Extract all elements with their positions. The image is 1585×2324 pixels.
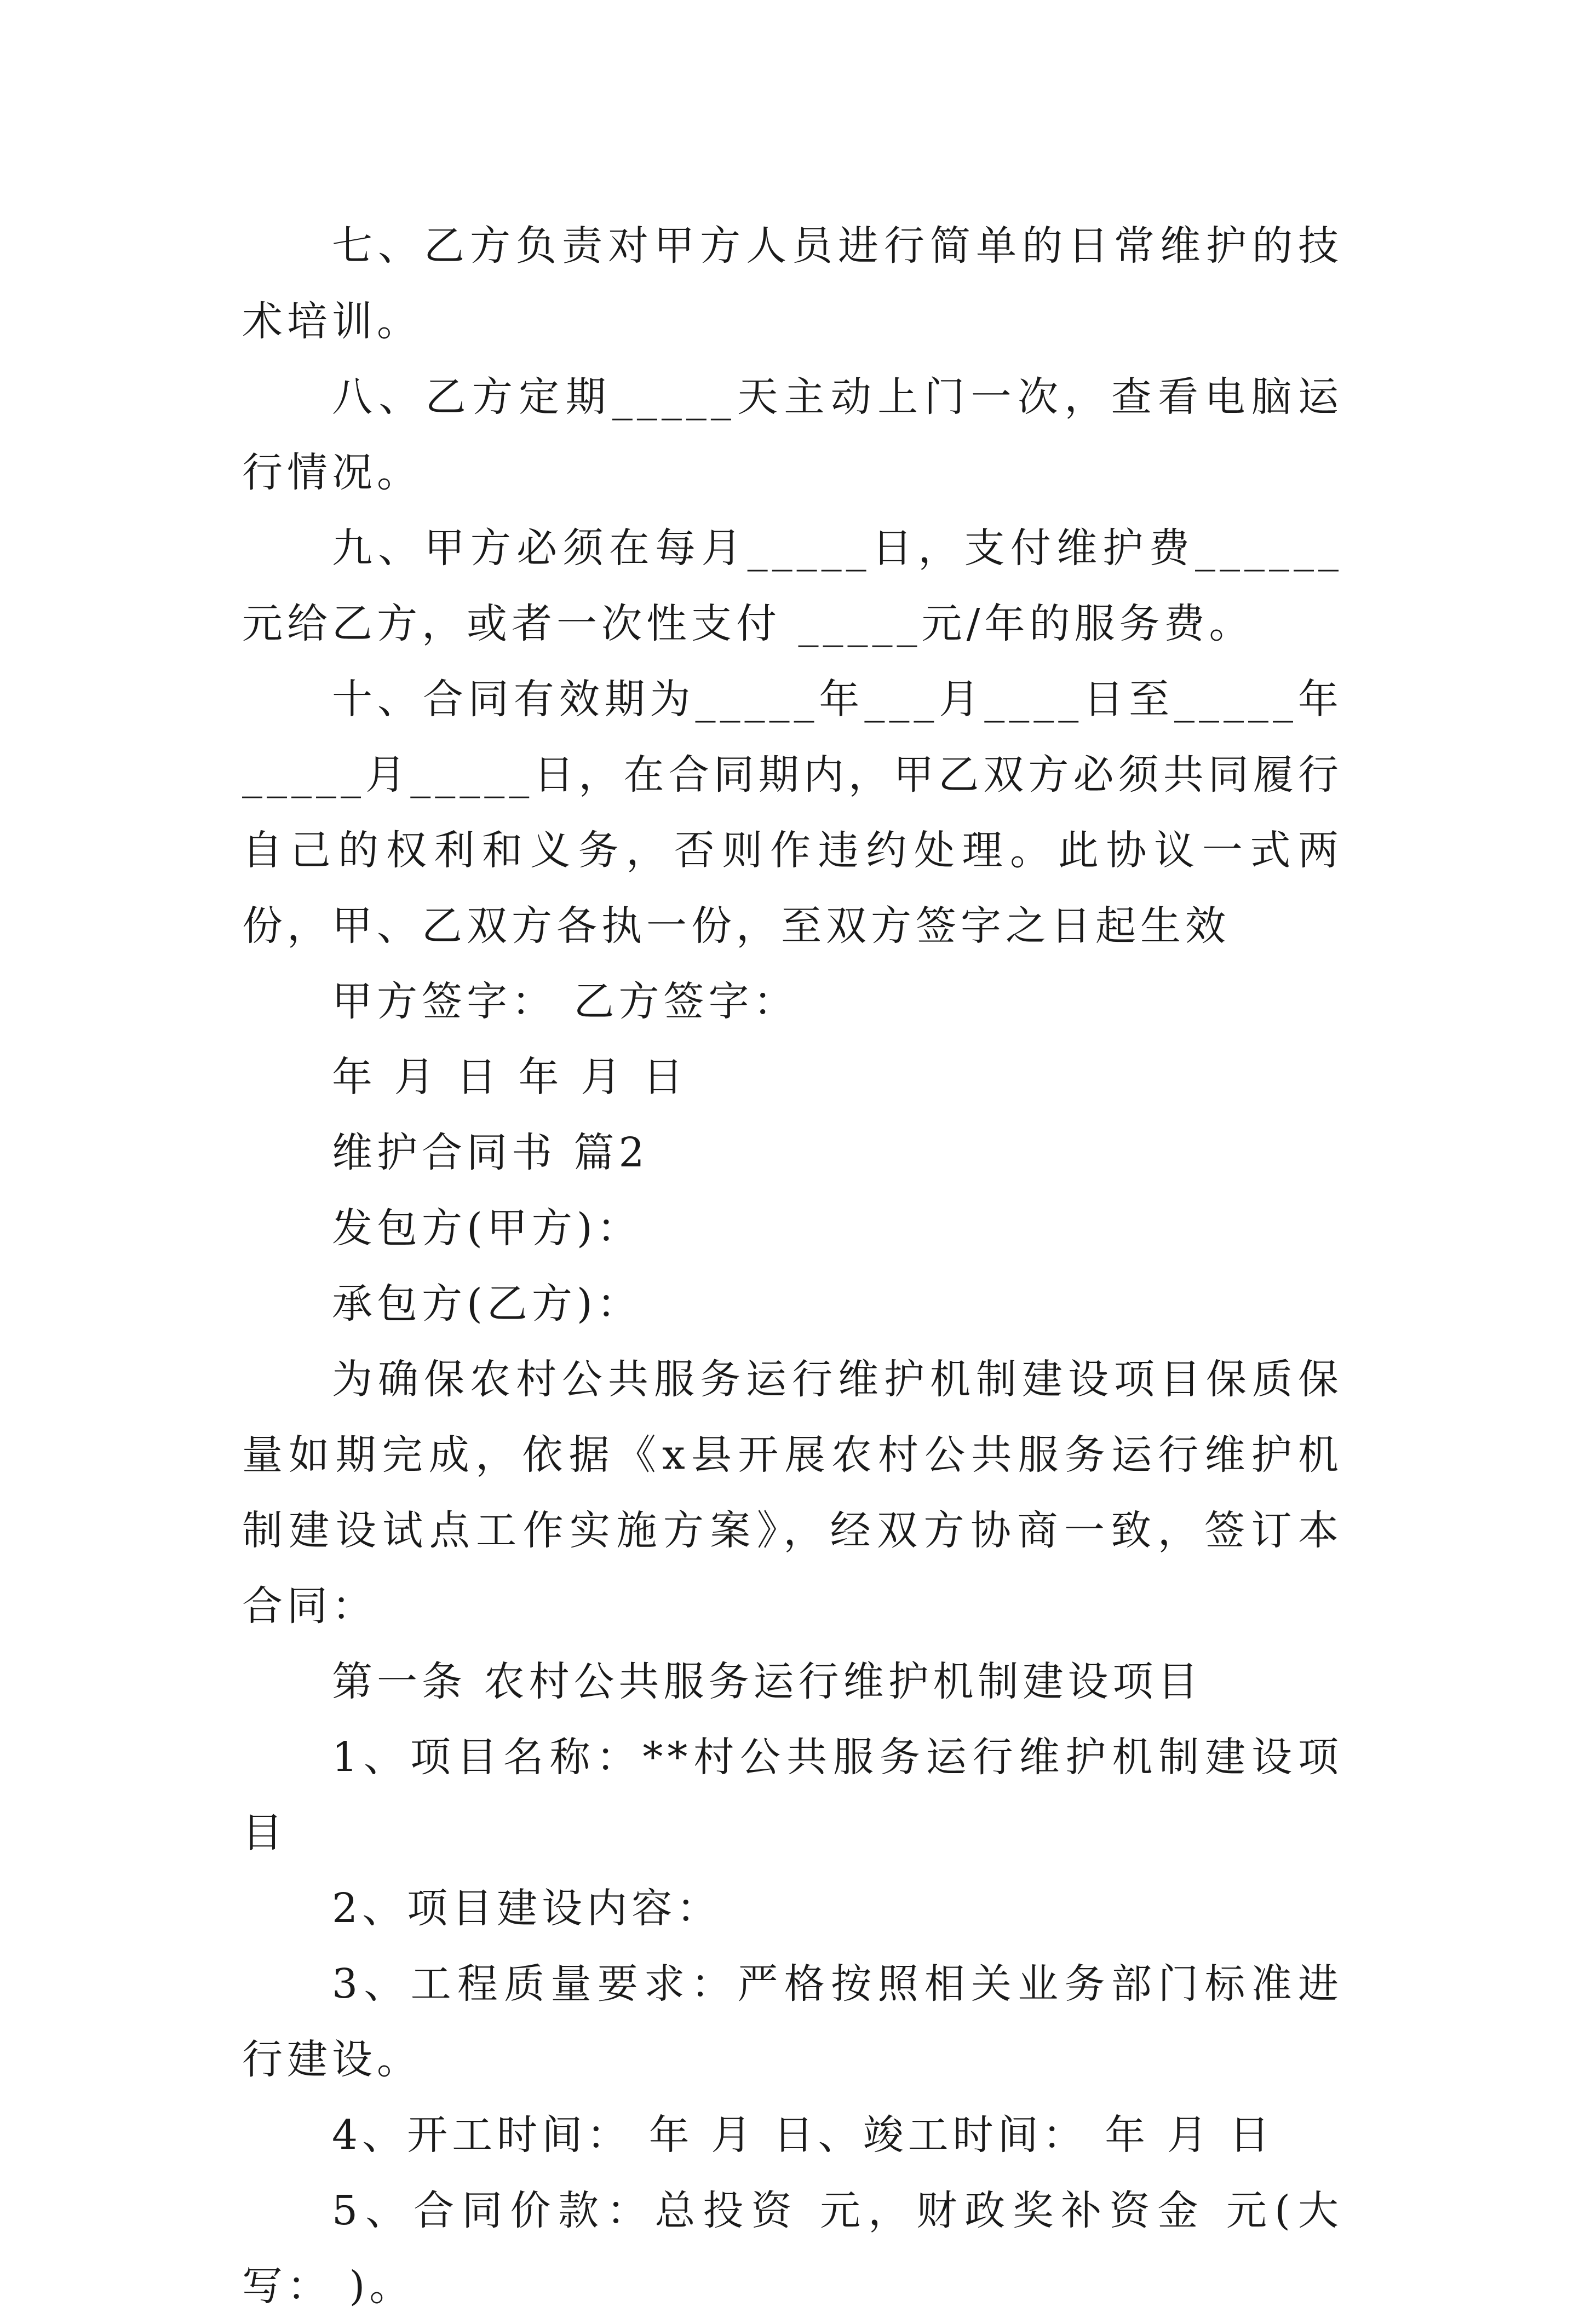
clause-quality-requirement: 3、工程质量要求：严格按照相关业务部门标准进行建设。: [242, 1960, 1343, 2083]
clause-schedule: 4、开工时间： 年 月 日、竣工时间： 年 月 日: [332, 2112, 1274, 2159]
document-body: [242, 208, 1343, 2324]
clause-contract-price: 5、合同价款：总投资 元，财政奖补资金 元(大写： )。: [242, 2187, 1343, 2310]
paragraph-item-7-training: 七、乙方负责对甲方人员进行简单的日常维护的技术培训。: [242, 222, 1343, 345]
paragraph-item-9-payment: 九、甲方必须在每月_____日，支付维护费______元给乙方，或者一次性支付 _____元/年的服务费。: [242, 525, 1343, 647]
date-line: 年 月 日 年 月 日: [332, 1054, 688, 1101]
signature-line: 甲方签字： 乙方签字：: [332, 978, 799, 1025]
preamble-paragraph: 为确保农村公共服务运行维护机制建设项目保质保量如期完成，依据《x县开展农村公共服务运行维护机制建设试点工作实施方案》，经双方协商一致，签订本合同：: [242, 1356, 1343, 1630]
paragraph-item-8-visit: 八、乙方定期_____天主动上门一次，查看电脑运行情况。: [242, 373, 1343, 496]
party-b-line: 承包方(乙方)：: [332, 1280, 642, 1327]
clause-project-content: 2、项目建设内容：: [332, 1885, 722, 1932]
party-a-line: 发包方(甲方)：: [332, 1205, 642, 1252]
article-1-heading: 第一条 农村公共服务运行维护机制建设项目: [332, 1658, 1203, 1705]
clause-project-name: 1、项目名称：**村公共服务运行维护机制建设项目: [242, 1734, 1343, 1856]
paragraph-item-10-validity: 十、合同有效期为_____年___月____日至_____年_____月_____日，在合同期内，甲乙双方必须共同履行自己的权利和义务，否则作违约处理。此协议一式两份，甲、乙双方各执一份，至双方签字之日起生效: [242, 676, 1343, 950]
section-title: 维护合同书 篇2: [332, 1129, 649, 1176]
